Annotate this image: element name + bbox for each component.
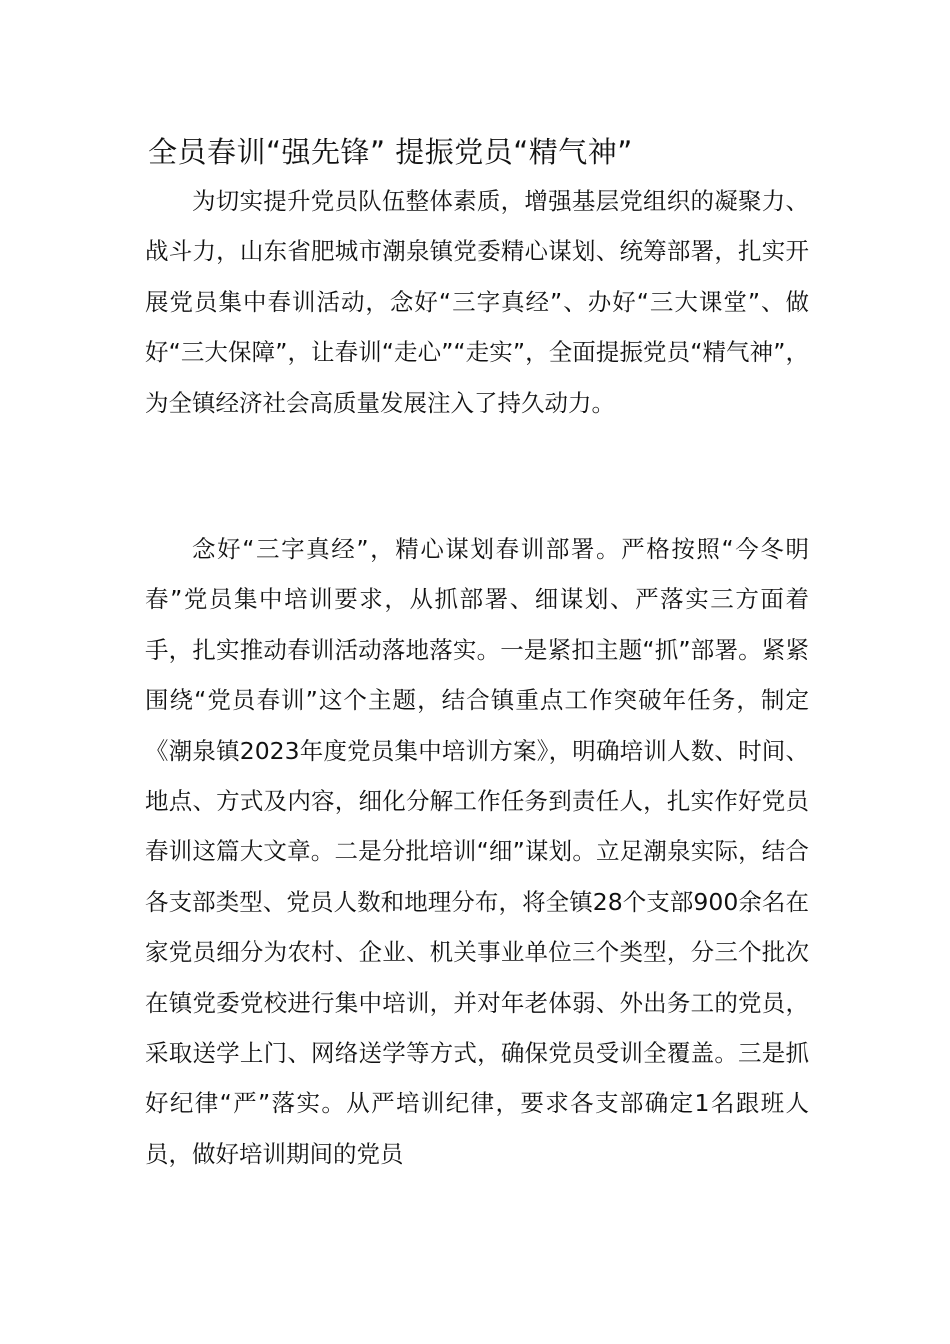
paragraph-section-one: 念好“三字真经”，精心谋划春训部署。严格按照“今冬明春”党员集中培训要求，从抓部署、细谋划、严落实三方面着手，扎实推动春训活动落地落实。一是紧扣主题“抓”部署。紧紧围绕“党员春训”这个主题，结合镇重点工作突破年任务，制定《潮泉镇2023年度党员集中培训方案》，明确培训人数、时间、地点、方式及内容，细化分解工作任务到责任人，扎实作好党员春训这篇大文章。二是分批培训“细”谋划。立足潮泉实际，结合各支部类型、党员人数和地理分布，将全镇28个支部900余名在家党员细分为农村、企业、机关事业单位三个类型，分三个批次在镇党委党校进行集中培训，并对年老体弱、外出务工的党员，采取送学上门、网络送学等方式，确保党员受训全覆盖。三是抓好纪律“严”落实。从严培训纪律，要求各支部确定1名跟班人员，做好培训期间的党员 [145, 535, 809, 1168]
paragraph-intro: 为切实提升党员队伍整体素质，增强基层党组织的凝聚力、战斗力，山东省肥城市潮泉镇党委精心谋划、统筹部署，扎实开展党员集中春训活动，念好“三字真经”、办好“三大课堂”、做好“三大保障”，让春训“走心”“走实”，全面提振党员“精气神”，为全镇经济社会高质量发展注入了持久动力。 [145, 187, 809, 417]
document-title: 全员春训“强先锋” 提振党员“精气神” [148, 135, 633, 169]
